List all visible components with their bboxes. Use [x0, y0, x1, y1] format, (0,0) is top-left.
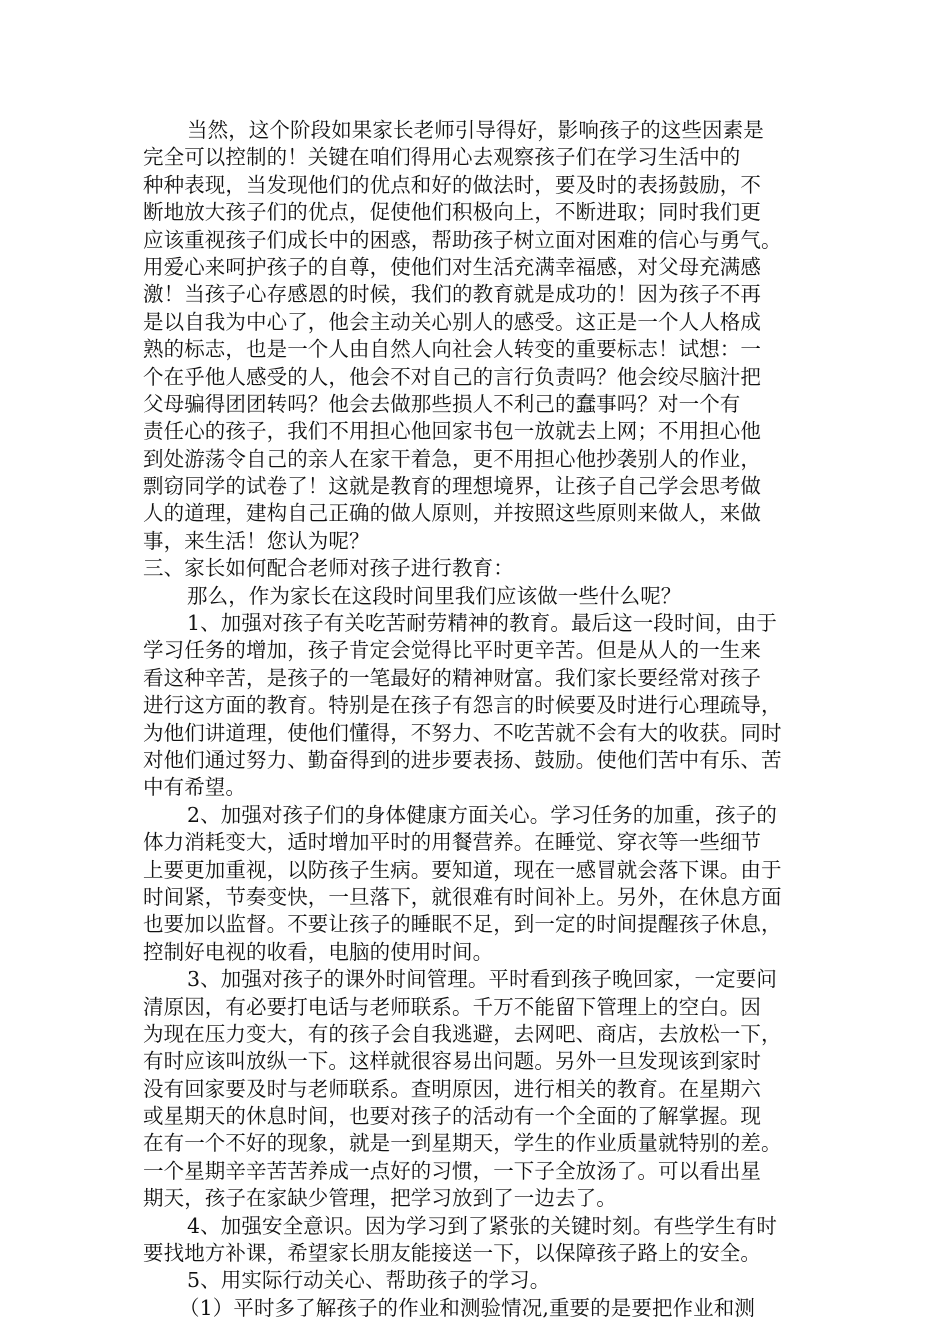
paragraph-question [143, 583, 813, 610]
text-line: 是以自我为中心了，他会主动关心别人的感受。这正是一个人人格成 [143, 309, 761, 334]
text-line: 熟的标志，也是一个人由自然人向社会人转变的重要标志！试想：一 [143, 337, 761, 362]
paragraph-intro [143, 117, 813, 555]
text-line: 2、加强对孩子们的身体健康方面关心。学习任务的加重，孩子的 [187, 802, 777, 827]
text-line: 或星期天的休息时间，也要对孩子的活动有一个全面的了解掌握。现 [143, 1104, 761, 1129]
text-line: 体力消耗变大，适时增加平时的用餐营养。在睡觉、穿衣等一些细节 [143, 830, 761, 855]
text-line: （1）平时多了解孩子的作业和测验情况,重要的是要把作业和测 [179, 1295, 755, 1320]
heading-line: 三、家长如何配合老师对孩子进行教育： [143, 556, 514, 581]
text-line: 控制好电视的收看，电脑的使用时间。 [143, 939, 494, 964]
text-line: 看这种辛苦，是孩子的一笔最好的精神财富。我们家长要经常对孩子 [143, 665, 761, 690]
text-line: 激！当孩子心存感恩的时候，我们的教育就是成功的！因为孩子不再 [143, 282, 761, 307]
text-line: 1、加强对孩子有关吃苦耐劳精神的教育。最后这一段时间，由于 [187, 611, 777, 636]
text-line: 上要更加重视，以防孩子生病。要知道，现在一感冒就会落下课。由于 [143, 857, 782, 882]
text-line: 进行这方面的教育。特别是在孩子有怨言的时候要及时进行心理疏导， [143, 693, 782, 718]
text-line: 到处游荡令自己的亲人在家干着急，更不用担心他抄袭别人的作业， [143, 446, 761, 471]
paragraph-item-1 [143, 610, 813, 802]
text-line: 学习任务的增加，孩子肯定会觉得比平时更辛苦。但是从人的一生来 [143, 638, 761, 663]
text-line: 当然，这个阶段如果家长老师引导得好，影响孩子的这些因素是 [187, 118, 764, 142]
text-line: 也要加以监督。不要让孩子的睡眠不足，到一定的时间提醒孩子休息， [143, 912, 782, 937]
text-line: 用爱心来呵护孩子的自尊，使他们对生活充满幸福感，对父母充满感 [143, 254, 761, 279]
text-line: 有时应该叫放纵一下。这样就很容易出问题。另外一旦发现该到家时 [143, 1049, 761, 1074]
text-line: 责任心的孩子，我们不用担心他回家书包一放就去上网；不用担心他 [143, 419, 761, 444]
text-line: 父母骗得团团转吗？他会去做那些损人不利己的蠢事吗？对一个有 [143, 391, 741, 416]
text-line: 为他们讲道理，使他们懂得，不努力、不吃苦就不会有大的收获。同时 [143, 720, 782, 745]
text-line: 一个星期辛辛苦苦养成一点好的习惯，一下子全放汤了。可以看出星 [143, 1158, 761, 1183]
paragraph-item-3 [143, 966, 813, 1213]
text-line: 剽窃同学的试卷了！这就是教育的理想境界，让孩子自己学会思考做 [143, 474, 761, 499]
paragraph-subitem-1 [143, 1295, 813, 1322]
text-line: 应该重视孩子们成长中的困惑，帮助孩子树立面对困难的信心与勇气。 [143, 227, 782, 252]
section-heading [143, 555, 813, 582]
text-line: 事，来生活！您认为呢？ [143, 528, 370, 553]
paragraph-item-5 [143, 1267, 813, 1294]
text-line: 人的道理，建构自己正确的做人原则，并按照这些原则来做人，来做 [143, 501, 761, 526]
text-line: 时间紧，节奏变快，一旦落下，就很难有时间补上。另外，在休息方面 [143, 884, 782, 909]
text-line: 在有一个不好的现象，就是一到星期天，学生的作业质量就特别的差。 [143, 1131, 782, 1156]
text-line: 为现在压力变大，有的孩子会自我逃避，去网吧、商店，去放松一下， [143, 1021, 782, 1046]
text-line: 5、用实际行动关心、帮助孩子的学习。 [187, 1268, 551, 1293]
text-line: 断地放大孩子们的优点，促使他们积极向上，不断进取；同时我们更 [143, 200, 761, 225]
text-line: 要找地方补课，希望家长朋友能接送一下，以保障孩子路上的安全。 [143, 1241, 761, 1266]
text-line: 期天，孩子在家缺少管理，把学习放到了一边去了。 [143, 1186, 617, 1211]
text-line: 个在乎他人感受的人，他会不对自己的言行负责吗？他会绞尽脑汁把 [143, 364, 761, 389]
document-body [143, 117, 813, 1322]
paragraph-item-4 [143, 1213, 813, 1268]
text-line: 中有希望。 [143, 775, 246, 800]
text-line: 4、加强安全意识。因为学习到了紧张的关键时刻。有些学生有时 [187, 1213, 777, 1238]
text-line: 没有回家要及时与老师联系。查明原因，进行相关的教育。在星期六 [143, 1076, 761, 1101]
text-line: 3、加强对孩子的课外时间管理。平时看到孩子晚回家，一定要问 [187, 967, 777, 992]
paragraph-item-2 [143, 802, 813, 966]
text-line: 对他们通过努力、勤奋得到的进步要表扬、鼓励。使他们苦中有乐、苦 [143, 747, 782, 772]
text-line: 种种表现，当发现他们的优点和好的做法时，要及时的表扬鼓励，不 [143, 172, 761, 197]
text-line: 那么，作为家长在这段时间里我们应该做一些什么呢？ [187, 583, 682, 608]
text-line: 完全可以控制的！关键在咱们得用心去观察孩子们在学习生活中的 [143, 145, 741, 170]
text-line: 清原因，有必要打电话与老师联系。千万不能留下管理上的空白。因 [143, 994, 761, 1019]
